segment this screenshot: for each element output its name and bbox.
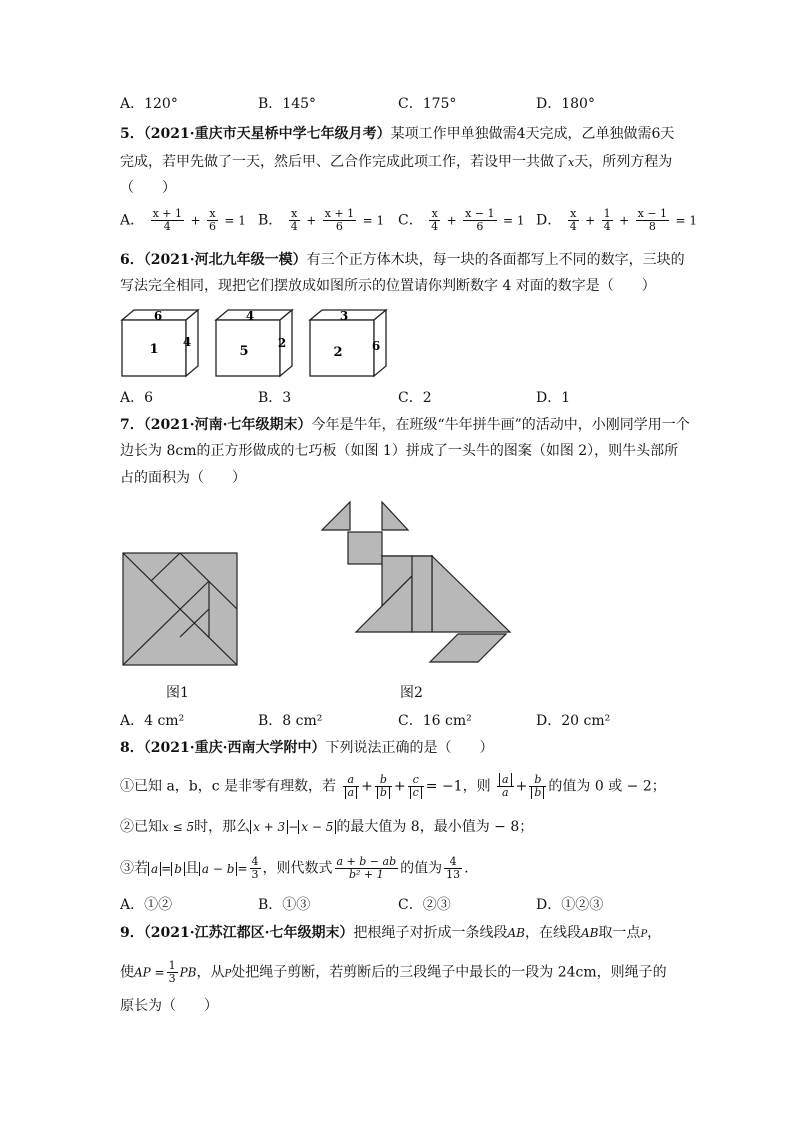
- denominator: b² + 1: [348, 868, 384, 881]
- fraction: [151, 208, 184, 233]
- ox-tail-parallelogram: [430, 634, 506, 662]
- q7-line2: 边长为 8cm的正方形做成的七巧板（如图 1）拼成了一头牛的图案（如图 2），则牛头部所: [120, 443, 679, 459]
- ox-body-triangle: [432, 556, 510, 632]
- q8-option-b[interactable]: B．①③: [258, 897, 311, 913]
- q9-line1: [120, 923, 661, 945]
- numerator: x: [289, 208, 300, 221]
- statement-text: 的值为 0 或 − 2；: [548, 778, 666, 795]
- ox-left-horn: [322, 502, 350, 530]
- fraction: [207, 208, 218, 233]
- q5-text: 天，所列方程为: [574, 154, 673, 170]
- q8-option-d[interactable]: D．①②③: [536, 897, 604, 913]
- segment-pb: PB: [179, 965, 197, 980]
- q9-source: （2021·江苏江都区·七年级期末）: [143, 925, 354, 941]
- q9-text: ，从: [196, 964, 225, 981]
- q6-option-a[interactable]: A．6: [120, 390, 154, 406]
- ox-head-square: [348, 532, 382, 564]
- denominator: 4: [290, 220, 298, 233]
- cube-1: [122, 309, 198, 376]
- abs-expression: x + 3: [250, 820, 288, 834]
- q9-text: 使: [120, 964, 134, 981]
- option-label: A．: [120, 212, 145, 229]
- denominator: 3: [251, 868, 259, 881]
- tangram-ox-figure: [318, 498, 518, 664]
- ox-right-horn: [382, 502, 408, 530]
- cube-2: [216, 309, 292, 376]
- rhs: = 1: [362, 213, 385, 228]
- figure-1-label: 图1: [166, 685, 189, 701]
- fraction: [289, 208, 300, 233]
- point-p: P: [224, 968, 232, 980]
- fraction-c-over-abs-c: $\frac{c}{c}$: [408, 774, 424, 799]
- q9-text: ，: [647, 925, 662, 941]
- fraction: [167, 960, 178, 985]
- q9-text: 把根绳子对折成一条线段: [353, 925, 508, 941]
- q4-option-c[interactable]: C．175°: [398, 96, 457, 112]
- abs-expression: x − 5: [298, 820, 336, 834]
- numerator: x − 1: [637, 207, 668, 220]
- q8-statement-3: [120, 856, 469, 881]
- q5-option-d[interactable]: [536, 208, 697, 233]
- statement-text: = −1，则: [425, 778, 491, 795]
- q5-line1: [120, 124, 674, 144]
- operator: +: [306, 213, 317, 228]
- operator: +: [619, 213, 630, 228]
- denominator: 3: [168, 972, 176, 985]
- q7-option-a[interactable]: A．4 cm²: [120, 713, 185, 729]
- fraction: [335, 856, 399, 881]
- q7-number: 7．: [120, 417, 144, 433]
- statement-text: ①已知 a，b，c 是非零有理数，若: [120, 778, 337, 795]
- fraction: [250, 856, 261, 881]
- numerator: x: [429, 208, 440, 221]
- fraction: [568, 208, 579, 233]
- q8-statement-1: ①已知 a，b，c 是非零有理数，若 $\frac{a}{a}$ + $\frac{b}{b}$ + $\frac{c}{c}$ = −1，则 $\frac{a}{a}$ + $\frac{b}{b}$ 的值为 0 或 − 2；: [120, 773, 666, 799]
- q9-text: 取一点: [598, 925, 641, 941]
- q8-statement-2: [120, 817, 533, 837]
- denominator: 8: [648, 220, 656, 233]
- numerator: x + 1: [152, 207, 182, 220]
- numerator: 1: [168, 959, 176, 972]
- q5-text: 完成，若甲先做了一天，然后甲、乙合作完成此项工作，若设甲一共做了: [120, 154, 568, 170]
- condition: x ≤ 5: [162, 820, 195, 834]
- statement-text: 的最大值为 8，最小值为 − 8；: [336, 819, 534, 835]
- statement-text: ③若: [120, 860, 148, 877]
- q4-option-b[interactable]: B．145°: [258, 96, 317, 112]
- ap-expression: AP =: [134, 965, 165, 980]
- statement-text: 且: [184, 860, 199, 877]
- q7-line3: 占的面积为（ ）: [120, 470, 246, 486]
- denominator: 13: [446, 868, 461, 881]
- q8-source: （2021·重庆·西南大学附中）: [143, 740, 326, 756]
- cube-top-number: 4: [245, 309, 255, 323]
- segment-ab: AB: [580, 926, 599, 940]
- q6-line2: 写法完全相同，现把它们摆放成如图所示的位置请你判断数字 4 对面的数字是（ ）: [120, 278, 656, 294]
- rhs: = 1: [675, 213, 698, 228]
- cube-side-number: 6: [371, 339, 381, 353]
- q5-line2: [120, 152, 672, 173]
- cube-3: [310, 309, 386, 376]
- rhs: = 1: [503, 213, 525, 228]
- q9-line3: 原长为（ ）: [120, 998, 218, 1014]
- fraction: [636, 208, 669, 233]
- cube-front-number: 1: [149, 342, 159, 357]
- statement-text: .: [464, 860, 469, 877]
- tangram-square-figure: [120, 550, 242, 668]
- q5-option-b[interactable]: [258, 208, 384, 233]
- q5-source: （2021·重庆市天星桥中学七年级月考）: [143, 126, 391, 142]
- q4-option-a[interactable]: A．120°: [120, 96, 178, 112]
- q7-option-b[interactable]: B．8 cm²: [258, 713, 323, 729]
- q7-text: 今年是牛年，在班级“牛年拼牛画”的活动中，小刚同学用一个: [311, 417, 690, 433]
- denominator: 4: [603, 220, 611, 233]
- q7-line1: [120, 415, 690, 435]
- segment-ab: AB: [507, 926, 525, 940]
- fraction-b-over-abs-b: $\frac{b}{b}$: [529, 774, 546, 799]
- option-label: D．: [536, 212, 562, 229]
- fraction: [602, 208, 613, 233]
- point-p: P: [640, 929, 648, 940]
- fraction-a-over-abs-a: $\frac{a}{a}$: [343, 774, 360, 799]
- q7-option-c[interactable]: C．16 cm²: [398, 713, 472, 729]
- q8-option-a[interactable]: A．①②: [120, 897, 173, 913]
- q5-paren: （ ）: [120, 180, 176, 196]
- cube-top-number: 3: [339, 309, 349, 323]
- numerator: 4: [444, 856, 462, 869]
- denominator: 6: [335, 220, 343, 233]
- q8-text: 下列说法正确的是（ ）: [325, 740, 494, 756]
- q5-option-a[interactable]: [120, 208, 246, 233]
- q6-line1: [120, 250, 685, 270]
- fraction: [463, 208, 496, 233]
- q6-option-b[interactable]: B．3: [258, 390, 292, 406]
- q7-source: （2021·河南·七年级期末）: [143, 417, 312, 433]
- q6-option-d[interactable]: D．1: [536, 390, 571, 406]
- figure-2-label: 图2: [400, 685, 423, 701]
- rhs: = 1: [224, 213, 246, 228]
- abs-a-eq-abs-b: a = b: [148, 862, 185, 876]
- option-label: B．: [258, 212, 283, 229]
- ox-body-strip: [412, 556, 432, 632]
- numerator: 1: [603, 207, 611, 220]
- fraction-abs-a-over-a: $\frac{a}{a}$: [497, 774, 514, 799]
- numerator: x: [207, 208, 218, 221]
- q6-cubes-figure: [110, 300, 410, 382]
- q5-variable: x: [568, 156, 575, 169]
- cube-top-number: 6: [153, 309, 163, 323]
- statement-text: 时，那么: [194, 819, 251, 835]
- cube-side-number: 4: [182, 335, 192, 349]
- abs-a-minus-b: a − b: [199, 862, 238, 876]
- q7-option-d[interactable]: D．20 cm²: [536, 713, 611, 729]
- numerator: x + 1: [324, 207, 355, 220]
- cube-side-number: 2: [277, 336, 287, 350]
- q9-line2: [120, 960, 667, 985]
- q6-option-c[interactable]: C．2: [398, 390, 432, 406]
- statement-text: ②已知: [120, 819, 162, 835]
- q8-line1: [120, 738, 493, 758]
- operator: −: [288, 820, 299, 834]
- fraction: [444, 856, 462, 881]
- q8-number: 8．: [120, 740, 144, 756]
- q8-option-c[interactable]: C．②③: [398, 897, 451, 913]
- denominator: 6: [208, 220, 216, 233]
- denominator: 4: [163, 220, 171, 233]
- q5-number: 5．: [120, 126, 144, 142]
- numerator: x: [568, 208, 579, 221]
- numerator: 4: [251, 855, 259, 868]
- denominator: 4: [569, 220, 577, 233]
- fraction: [429, 208, 440, 233]
- operator: +: [446, 213, 457, 228]
- q5-text: 某项工作甲单独做需4天完成，乙单独做需6天: [390, 126, 675, 142]
- fraction-b-over-abs-b: $\frac{b}{b}$: [375, 774, 392, 799]
- q5-option-c[interactable]: [398, 208, 525, 233]
- option-label: C．: [398, 212, 423, 229]
- operator: +: [585, 213, 596, 228]
- statement-text: 的值为: [400, 860, 443, 877]
- fraction: [323, 208, 356, 233]
- statement-text: ，则代数式: [262, 860, 333, 877]
- q6-number: 6．: [120, 252, 144, 268]
- q9-text: ，在线段: [524, 925, 581, 941]
- numerator: x − 1: [465, 207, 495, 220]
- q9-number: 9．: [120, 925, 144, 941]
- q6-source: （2021·河北九年级一模）: [143, 252, 307, 268]
- denominator: 6: [476, 220, 484, 233]
- cube-front-number: 5: [239, 344, 249, 359]
- q6-text: 有三个正方体木块，每一块的各面都写上不同的数字，三块的: [306, 252, 685, 268]
- q4-option-d[interactable]: D．180°: [536, 96, 595, 112]
- q9-text: 处把绳子剪断，若剪断后的三段绳子中最长的一段为 24cm，则绳子的: [231, 964, 667, 981]
- numerator: a + b − ab: [336, 855, 397, 868]
- operator: =: [237, 861, 248, 876]
- denominator: 4: [431, 220, 439, 233]
- operator: +: [190, 213, 201, 228]
- cube-front-number: 2: [333, 345, 343, 360]
